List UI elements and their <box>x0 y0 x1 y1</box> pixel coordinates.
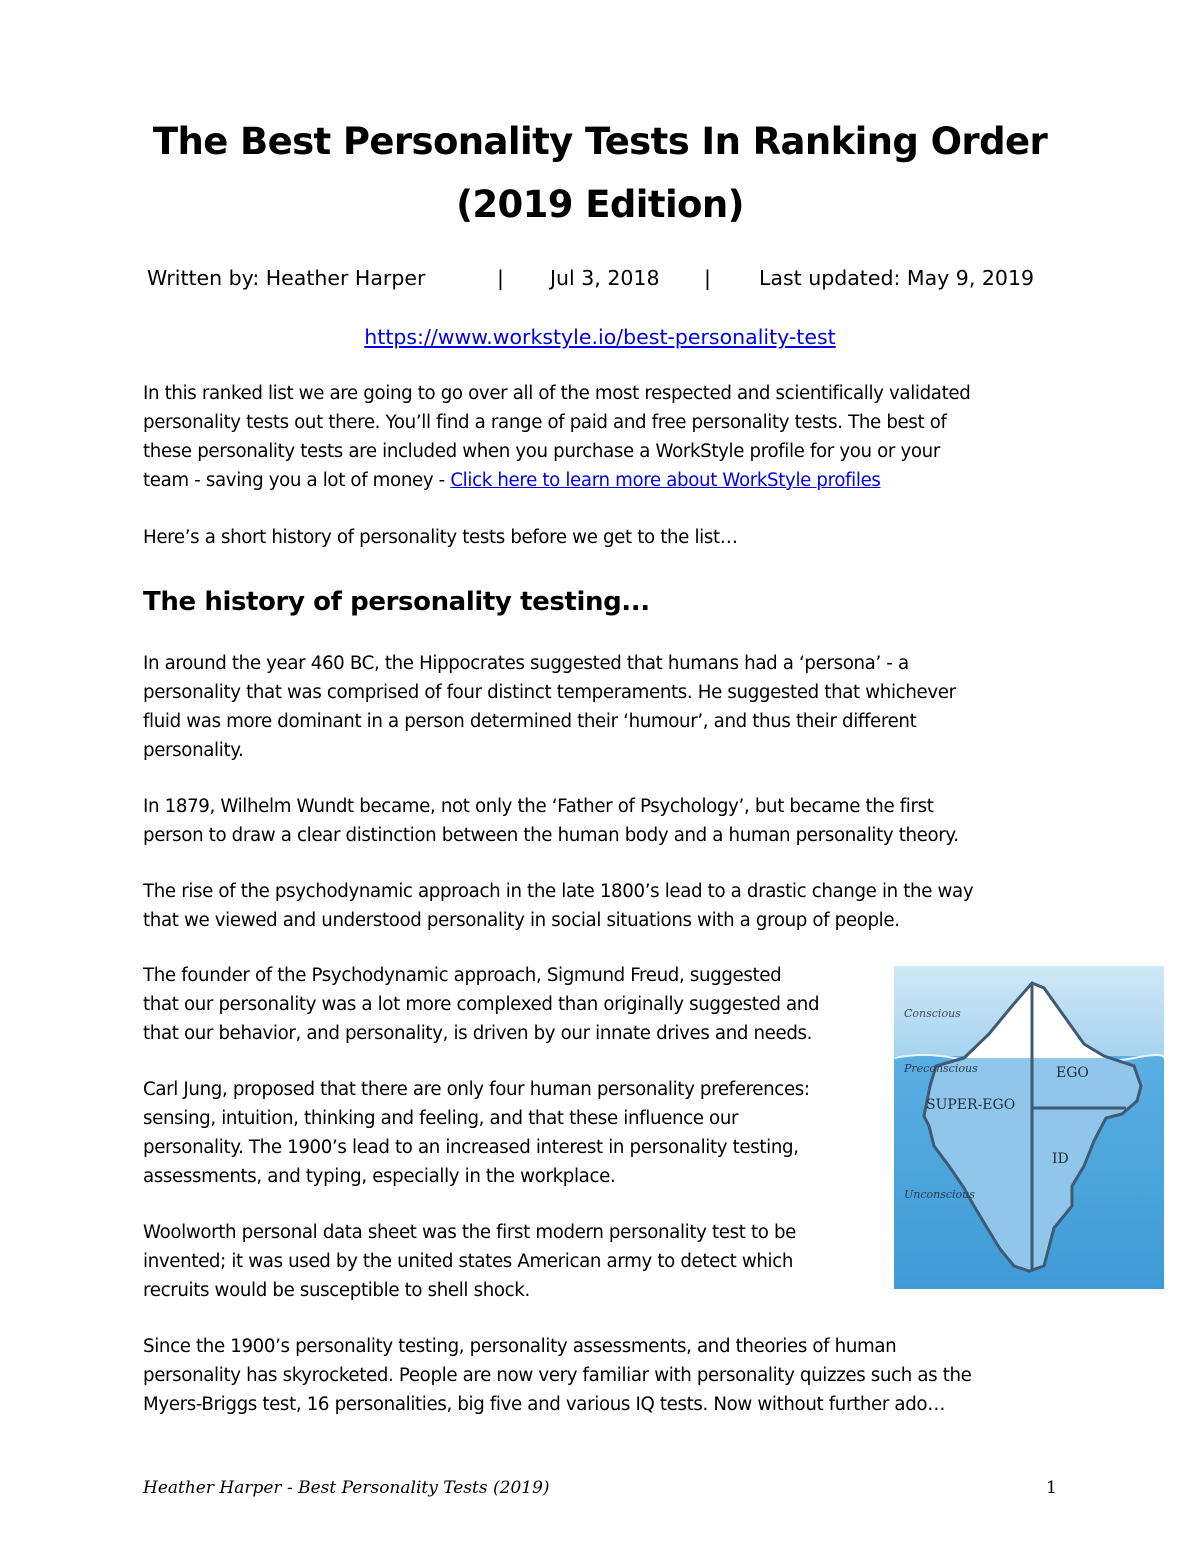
byline-separator: | <box>704 266 711 290</box>
author-text: Written by: Heather Harper <box>147 266 426 290</box>
intro-paragraph <box>143 380 970 496</box>
unconscious-label: Unconscious <box>904 1188 975 1201</box>
text-line: In around the year 460 BC, the Hippocrates suggested that humans had a ‘persona’ - a <box>143 653 909 674</box>
paragraph-psychodynamic <box>143 878 973 936</box>
section-heading: The history of personality testing... <box>143 587 650 617</box>
text-line: assessments, and typing, especially in the workplace. <box>143 1165 616 1187</box>
paragraph-wundt <box>143 793 959 851</box>
text-line: that our personality was a lot more complexed than originally suggested and <box>143 993 820 1015</box>
last-updated: Last updated: May 9, 2019 <box>759 266 1035 290</box>
paragraph-hippocrates <box>143 650 956 766</box>
short-history-line <box>143 524 738 553</box>
footer-text: Heather Harper - Best Personality Tests (2019) <box>143 1478 550 1498</box>
title-line-2: (2019 Edition) <box>456 183 744 226</box>
title-line-1: The Best Personality Tests In Ranking Order <box>152 120 1048 163</box>
iceberg-diagram <box>894 966 1164 1289</box>
superego-label: SUPER-EGO <box>926 1097 1016 1113</box>
id-label: ID <box>1052 1151 1069 1167</box>
conscious-label: Conscious <box>904 1007 961 1020</box>
text-line: personality. The 1900’s lead to an increased interest in personality testing, <box>143 1136 799 1158</box>
paragraph-1900s <box>143 1333 972 1420</box>
text-line: Since the 1900’s personality testing, personality assessments, and theories of human <box>143 1336 897 1357</box>
text-line: The founder of the Psychodynamic approach, Sigmund Freud, suggested <box>143 965 782 986</box>
text-line: Myers-Briggs test, 16 personalities, big five and various IQ tests. Now without further ado… <box>143 1393 946 1415</box>
text-line: that we viewed and understood personality in social situations with a group of people. <box>143 909 900 931</box>
ego-label: EGO <box>1056 1065 1089 1081</box>
byline-separator: | <box>497 266 504 290</box>
text-line: personality. <box>143 739 244 761</box>
paragraph-freud <box>143 962 819 1049</box>
text-line: recruits would be susceptible to shell shock. <box>143 1279 530 1301</box>
paragraph-jung <box>143 1076 810 1192</box>
text-line: these personality tests are included when you purchase a WorkStyle profile for you or your <box>143 440 940 462</box>
preconscious-label: Preconscious <box>904 1062 978 1075</box>
paragraph-woolworth <box>143 1219 796 1306</box>
text-line: Carl Jung, proposed that there are only four human personality preferences: <box>143 1079 810 1100</box>
text-line: sensing, intuition, thinking and feeling, and that these influence our <box>143 1107 739 1129</box>
text-line: that our behavior, and personality, is driven by our innate drives and needs. <box>143 1022 813 1044</box>
source-url-link[interactable]: https://www.workstyle.io/best-personality-test <box>364 325 836 349</box>
text-line: Woolworth personal data sheet was the first modern personality test to be <box>143 1222 796 1243</box>
page-number: 1 <box>1046 1478 1057 1498</box>
text-line: person to draw a clear distinction between the human body and a human personality theory. <box>143 824 959 846</box>
text-line: Here’s a short history of personality tests before we get to the list… <box>143 527 738 548</box>
text-line: fluid was more dominant in a person determined their ‘humour’, and thus their different <box>143 710 917 732</box>
text-line: personality tests out there. You’ll find a range of paid and free personality tests. The best of <box>143 411 947 433</box>
publish-date: Jul 3, 2018 <box>550 266 660 290</box>
workstyle-profiles-link[interactable]: Click here to learn more about WorkStyle profiles <box>450 469 881 491</box>
source-url-line <box>100 322 1100 352</box>
text-line: personality has skyrocketed. People are now very familiar with personality quizzes such as the <box>143 1364 972 1386</box>
text-line: In 1879, Wilhelm Wundt became, not only the ‘Father of Psychology’, but became the first <box>143 796 934 817</box>
byline <box>147 262 1057 294</box>
text-line: personality that was comprised of four distinct temperaments. He suggested that whichever <box>143 681 956 703</box>
text-fragment: team - saving you a lot of money - <box>143 469 451 491</box>
text-line: invented; it was used by the united states American army to detect which <box>143 1250 794 1272</box>
text-line: The rise of the psychodynamic approach in the late 1800’s lead to a drastic change in the way <box>143 881 974 902</box>
text-line: In this ranked list we are going to go over all of the most respected and scientifically validated <box>143 383 971 404</box>
text-line <box>143 467 970 496</box>
